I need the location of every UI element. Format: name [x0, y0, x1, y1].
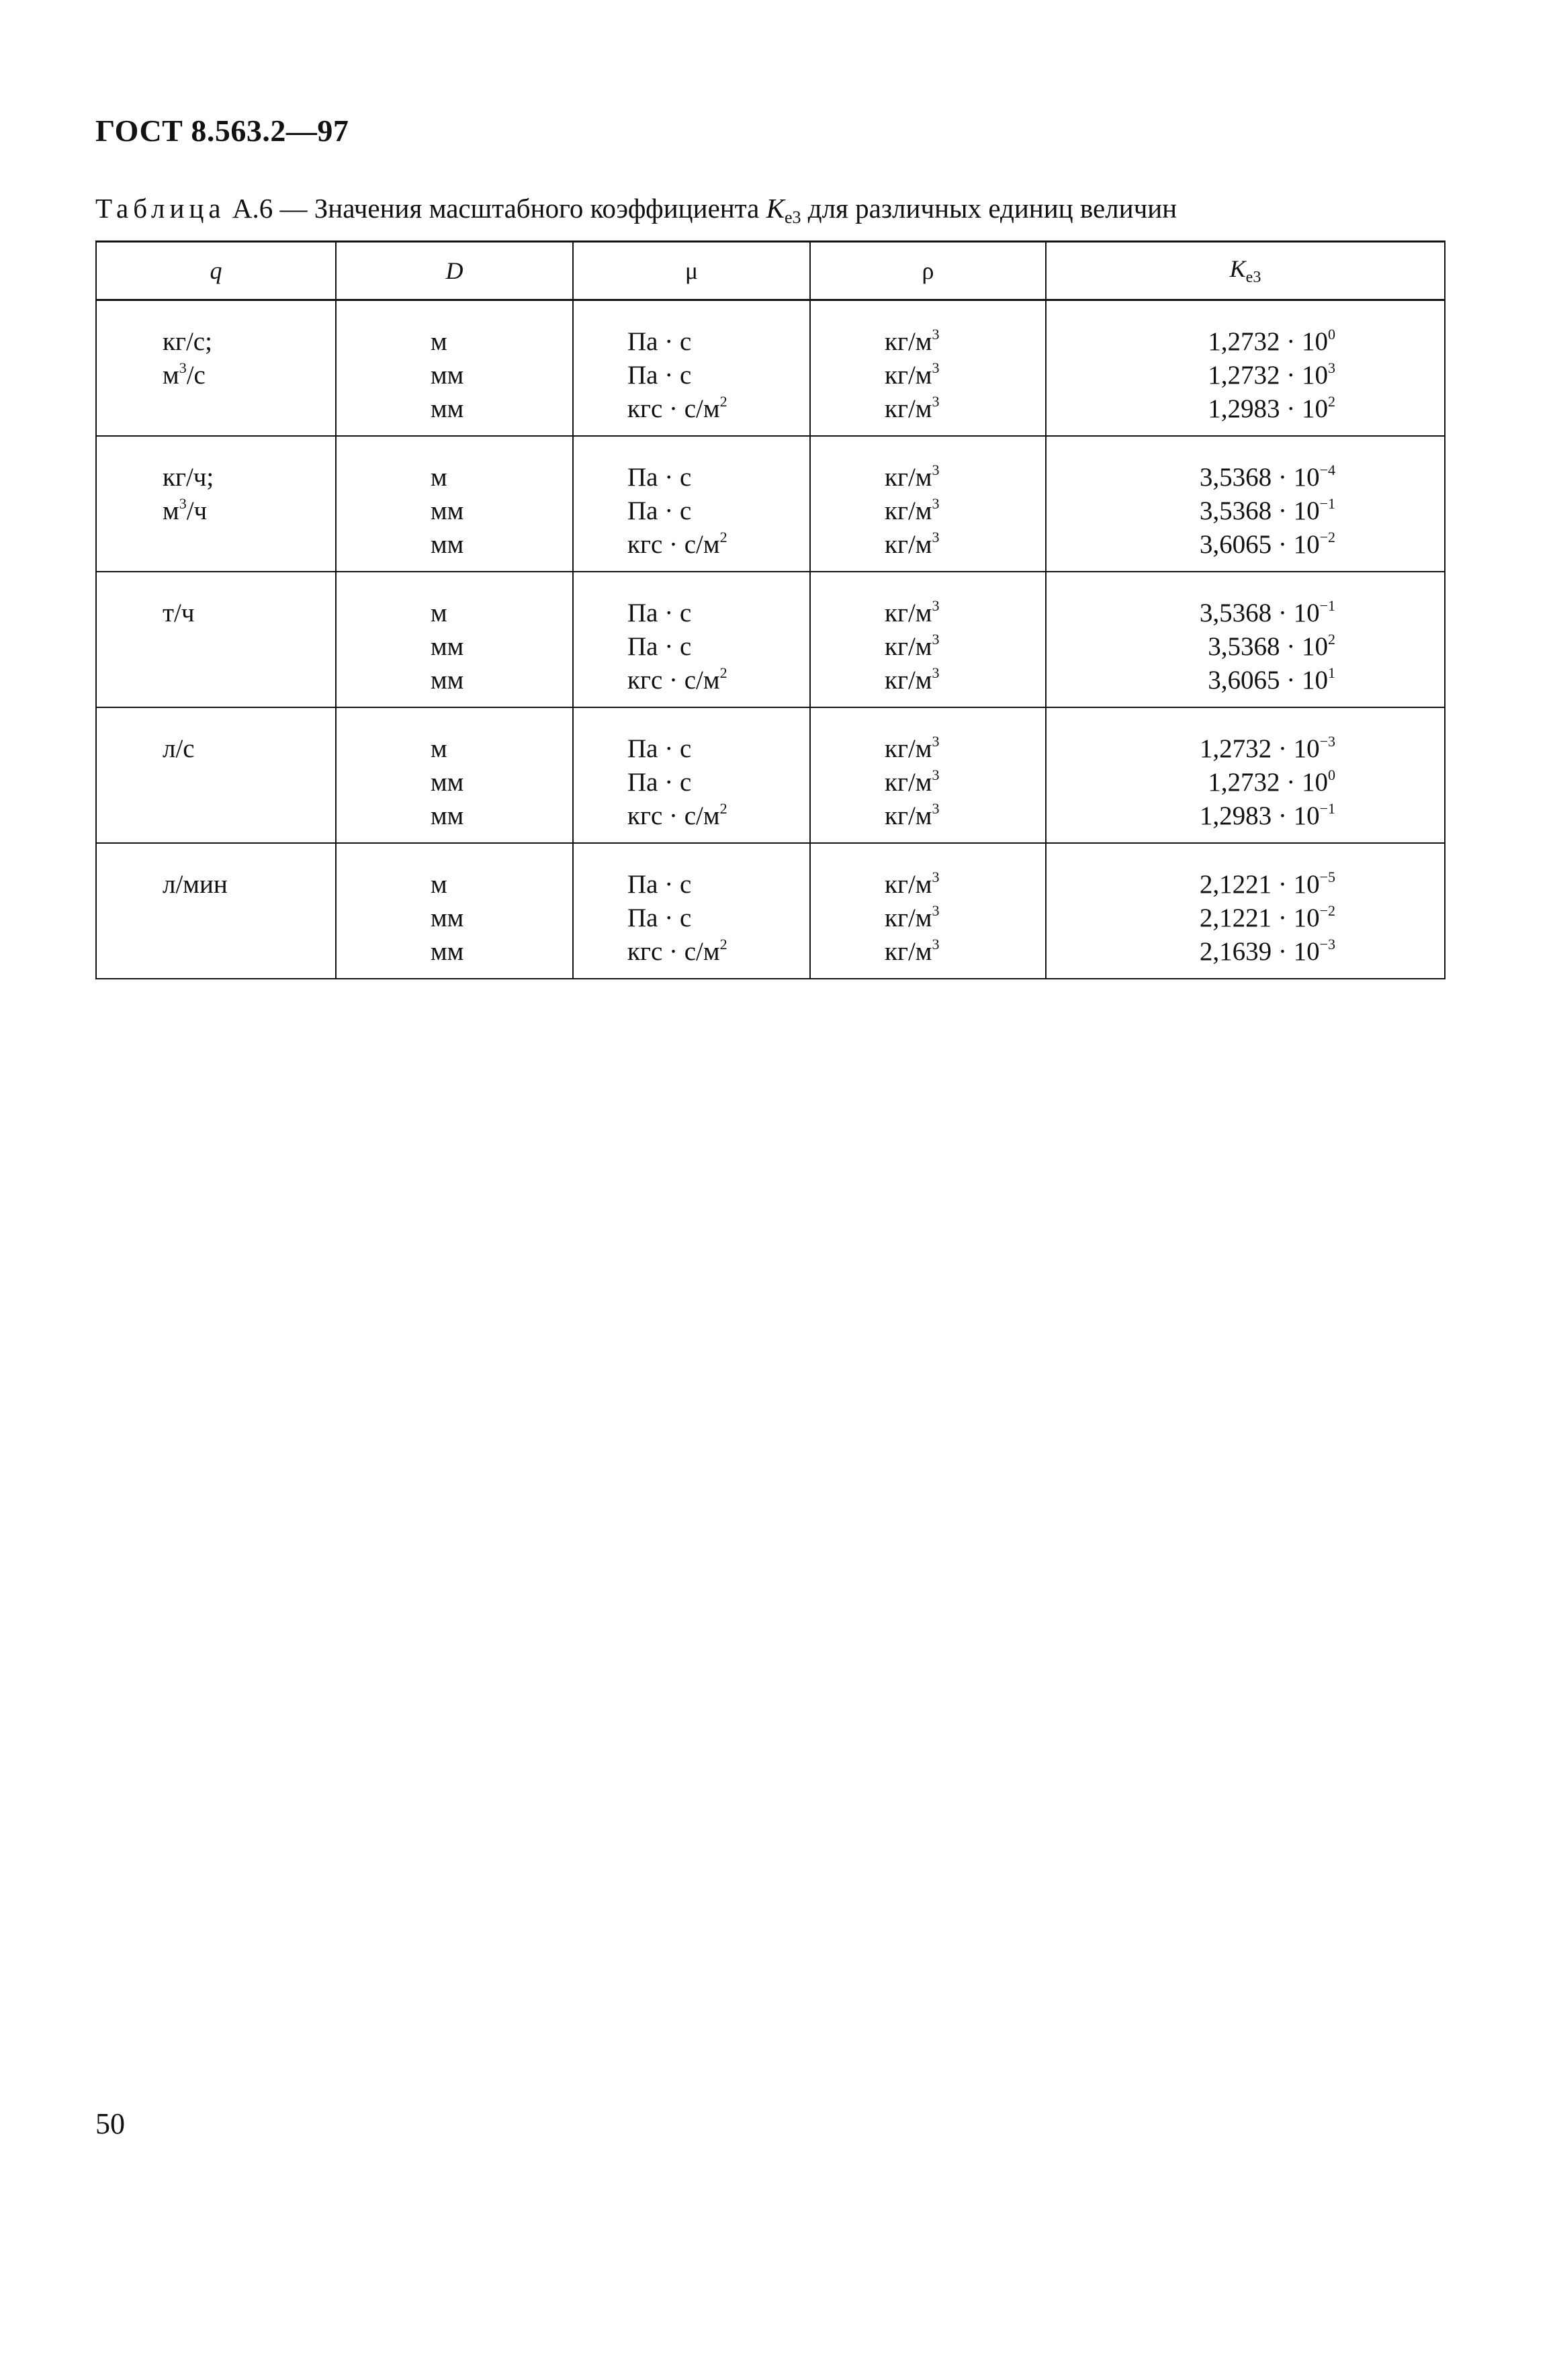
coefficient-value-text: $1,2983 \cdot 10^{-1}$: [1199, 800, 1335, 830]
flow-rate-unit-text: $м^3/ч$: [163, 495, 208, 525]
diameter-unit-text: м: [431, 599, 447, 627]
viscosity-unit-text: Па · с: [627, 870, 692, 899]
diameter-unit-text: мм: [431, 903, 464, 932]
viscosity-unit-text: Па · с: [627, 463, 692, 492]
cell-viscosity-unit: [573, 707, 810, 843]
coefficient-value-text: $3,5368 \cdot 10^{-1}$: [1199, 597, 1335, 627]
coefficient-value-text: $3,5368 \cdot 10^{-4}$: [1199, 461, 1335, 492]
table-group: [96, 572, 1445, 707]
viscosity-unit-text: Па · с: [627, 632, 692, 661]
diameter-unit-text: м: [431, 327, 447, 356]
table-row: [96, 300, 1445, 437]
coefficient-value-text: $3,5368 \cdot 10^{-1}$: [1199, 495, 1335, 525]
table-row: [96, 843, 1445, 979]
table-group: [96, 300, 1445, 437]
coefficient-value-text: $1,2732 \cdot 10^3$: [1208, 359, 1335, 390]
table-group: [96, 707, 1445, 843]
density-unit-text: $кг/м^3$: [885, 631, 940, 661]
cell-diameter-unit: [336, 843, 573, 979]
diameter-unit-text: мм: [431, 394, 464, 423]
coefficient-value-text: $3,5368 \cdot 10^2$: [1208, 631, 1335, 661]
header-k: $K_{e3}$: [1046, 242, 1445, 300]
cell-density-unit: [810, 843, 1046, 979]
cell-flow-rate-unit: [96, 843, 336, 979]
coefficient-table: [95, 240, 1446, 979]
viscosity-unit-text: кгс · $с/м^2$: [627, 664, 727, 695]
diameter-unit-text: мм: [431, 801, 464, 830]
table-row: [96, 572, 1445, 707]
density-unit-text: $кг/м^3$: [885, 393, 940, 423]
cell-diameter-unit: [336, 572, 573, 707]
density-unit-text: $кг/м^3$: [885, 529, 940, 559]
cell-density-unit: [810, 300, 1046, 437]
density-unit-text: $кг/м^3$: [885, 733, 940, 763]
diameter-unit-text: мм: [431, 768, 464, 797]
header-mu: μ: [573, 242, 810, 300]
diameter-unit-text: мм: [431, 937, 464, 966]
cell-diameter-unit: [336, 707, 573, 843]
viscosity-unit-text: Па · с: [627, 734, 692, 763]
diameter-unit-text: мм: [431, 632, 464, 661]
diameter-unit-text: мм: [431, 361, 464, 390]
coefficient-value-text: $1,2983 \cdot 10^2$: [1208, 393, 1335, 423]
density-unit-text: $кг/м^3$: [885, 664, 940, 695]
flow-rate-unit-text: л/с: [163, 734, 195, 763]
table-header-row: [96, 242, 1445, 300]
density-unit-text: $кг/м^3$: [885, 766, 940, 797]
cell-coefficient-value: [1046, 572, 1445, 707]
cell-coefficient-value: [1046, 707, 1445, 843]
cell-coefficient-value: [1046, 843, 1445, 979]
diameter-unit-text: мм: [431, 666, 464, 695]
density-unit-text: $кг/м^3$: [885, 597, 940, 627]
cell-flow-rate-unit: [96, 300, 336, 437]
cell-viscosity-unit: [573, 300, 810, 437]
flow-rate-unit-text: кг/ч;: [163, 463, 214, 492]
caption-symbol: $K_{e3}$: [766, 193, 801, 227]
viscosity-unit-text: Па · с: [627, 496, 692, 525]
coefficient-value-text: $2,1221 \cdot 10^{-5}$: [1199, 869, 1335, 899]
cell-flow-rate-unit: [96, 436, 336, 572]
density-unit-text: $кг/м^3$: [885, 359, 940, 390]
viscosity-unit-text: Па · с: [627, 903, 692, 932]
flow-rate-unit-text: $м^3/с$: [163, 359, 206, 390]
cell-viscosity-unit: [573, 436, 810, 572]
diameter-unit-text: м: [431, 463, 447, 492]
density-unit-text: $кг/м^3$: [885, 869, 940, 899]
viscosity-unit-text: кгс · $с/м^2$: [627, 393, 727, 423]
coefficient-value-text: $2,1639 \cdot 10^{-3}$: [1199, 936, 1335, 966]
flow-rate-unit-text: л/мин: [163, 870, 228, 899]
density-unit-text: $кг/м^3$: [885, 495, 940, 525]
cell-density-unit: [810, 436, 1046, 572]
cell-density-unit: [810, 707, 1046, 843]
cell-viscosity-unit: [573, 572, 810, 707]
table-group: [96, 843, 1445, 979]
table-group: [96, 436, 1445, 572]
viscosity-unit-text: кгс · $с/м^2$: [627, 529, 727, 559]
coefficient-value-text: $3,6065 \cdot 10^{-2}$: [1199, 529, 1335, 559]
header-q: q: [96, 242, 336, 300]
viscosity-unit-text: кгс · $с/м^2$: [627, 936, 727, 966]
cell-coefficient-value: [1046, 300, 1445, 437]
flow-rate-unit-text: кг/с;: [163, 327, 212, 356]
density-unit-text: $кг/м^3$: [885, 936, 940, 966]
cell-coefficient-value: [1046, 436, 1445, 572]
table-caption: [95, 192, 1177, 228]
density-unit-text: $кг/м^3$: [885, 800, 940, 830]
document-code: ГОСТ 8.563.2—97: [95, 114, 349, 148]
coefficient-value-text: $2,1221 \cdot 10^{-2}$: [1199, 902, 1335, 932]
caption-prefix: Таблица: [95, 193, 226, 224]
diameter-unit-text: мм: [431, 530, 464, 559]
viscosity-unit-text: Па · с: [627, 327, 692, 356]
cell-density-unit: [810, 572, 1046, 707]
diameter-unit-text: м: [431, 734, 447, 763]
caption-number: А.6 — Значения масштабного коэффициента: [232, 193, 760, 224]
page-number: 50: [95, 2107, 125, 2140]
cell-viscosity-unit: [573, 843, 810, 979]
coefficient-value-text: $1,2732 \cdot 10^0$: [1208, 766, 1335, 797]
viscosity-unit-text: Па · с: [627, 361, 692, 390]
header-d: D: [336, 242, 573, 300]
caption-suffix: для различных единиц величин: [807, 193, 1178, 224]
density-unit-text: $кг/м^3$: [885, 326, 940, 356]
density-unit-text: $кг/м^3$: [885, 902, 940, 932]
coefficient-value-text: $1,2732 \cdot 10^0$: [1208, 326, 1335, 356]
table-row: [96, 436, 1445, 572]
viscosity-unit-text: Па · с: [627, 599, 692, 627]
density-unit-text: $кг/м^3$: [885, 461, 940, 492]
cell-diameter-unit: [336, 436, 573, 572]
coefficient-value-text: $3,6065 \cdot 10^1$: [1208, 664, 1335, 695]
cell-diameter-unit: [336, 300, 573, 437]
cell-flow-rate-unit: [96, 572, 336, 707]
coefficient-value-text: $1,2732 \cdot 10^{-3}$: [1199, 733, 1335, 763]
viscosity-unit-text: кгс · $с/м^2$: [627, 800, 727, 830]
diameter-unit-text: мм: [431, 496, 464, 525]
table-row: [96, 707, 1445, 843]
viscosity-unit-text: Па · с: [627, 768, 692, 797]
diameter-unit-text: м: [431, 870, 447, 899]
header-rho: ρ: [810, 242, 1046, 300]
flow-rate-unit-text: т/ч: [163, 599, 195, 627]
cell-flow-rate-unit: [96, 707, 336, 843]
